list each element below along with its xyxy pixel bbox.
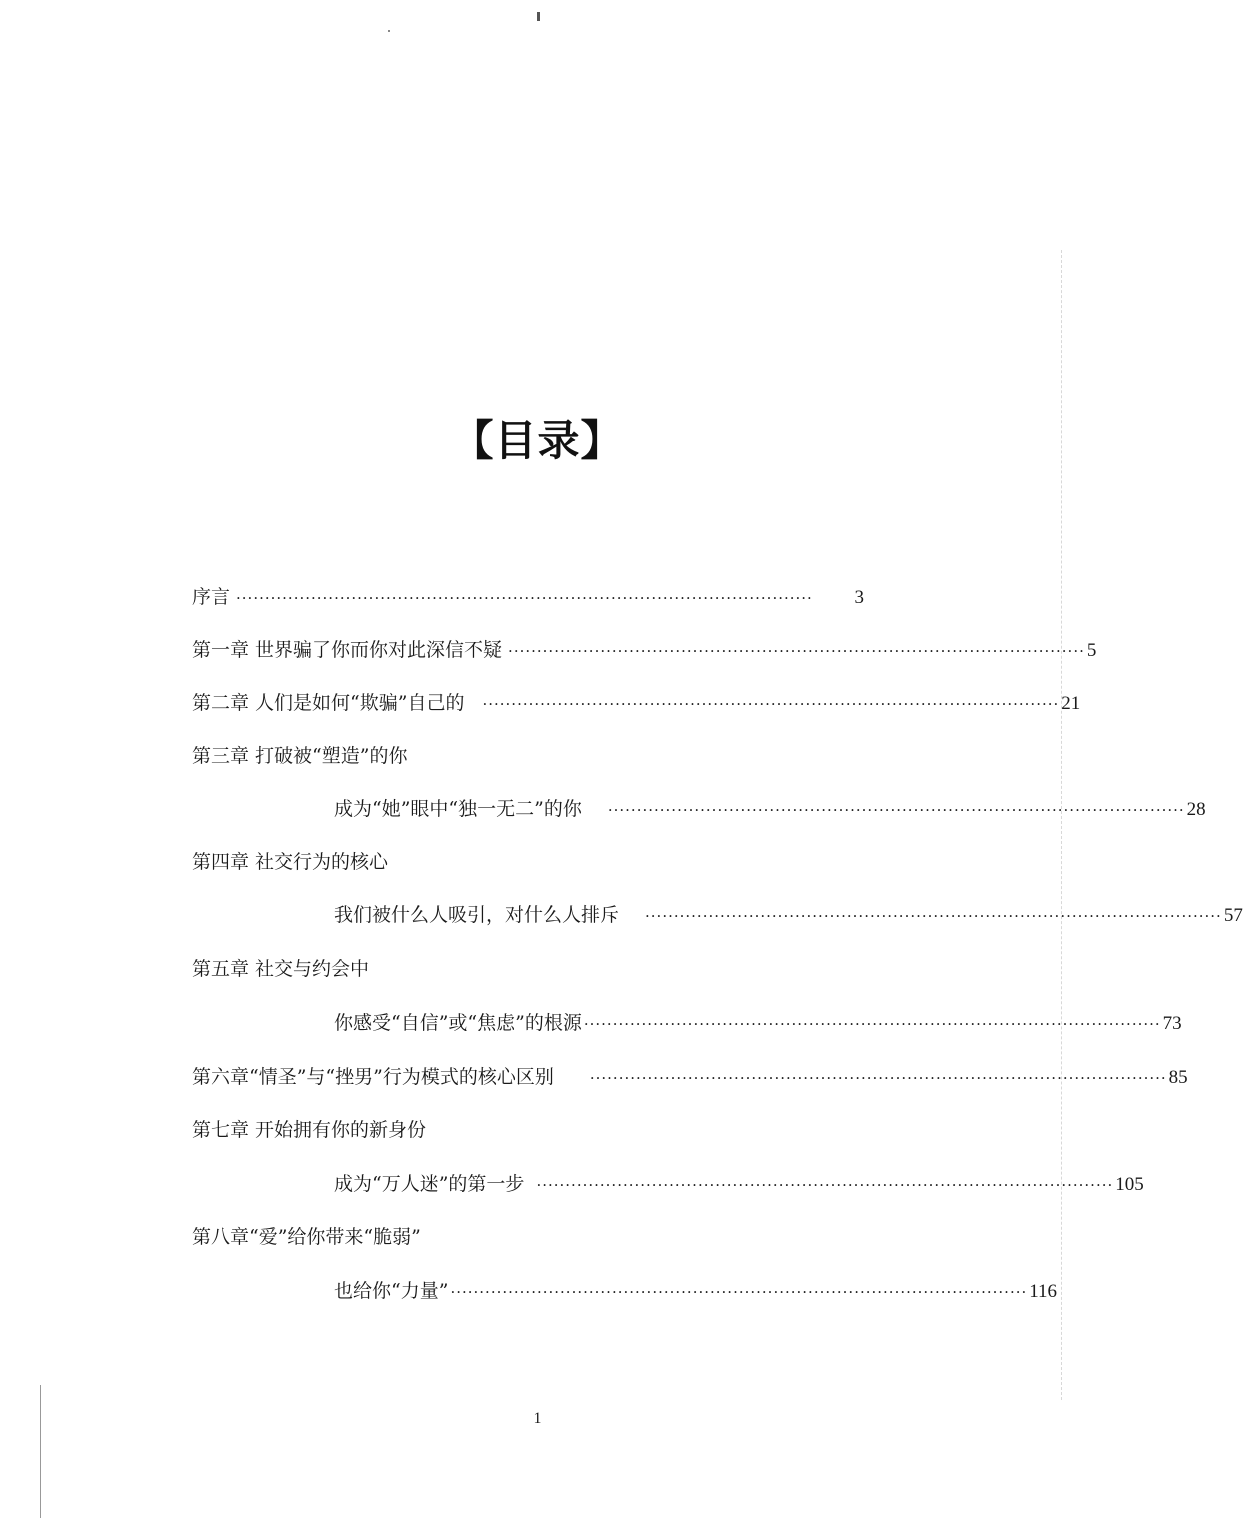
toc-entry-title: 序言 xyxy=(192,586,231,608)
toc-entry-title: 第八章“爱”给你带来“脆弱” xyxy=(192,1226,421,1248)
toc-leader-dots: ···································································································· xyxy=(583,1015,1161,1033)
toc-entry-title: 第五章 社交与约会中 xyxy=(192,958,370,980)
toc-entry-chapter-5-sub[interactable] xyxy=(334,1008,1182,1038)
toc-entry-page: 57 xyxy=(1223,905,1243,926)
toc-entry-page: 21 xyxy=(1061,693,1081,714)
toc-entry-page: 105 xyxy=(1115,1174,1144,1195)
toc-entry-chapter-8-sub[interactable] xyxy=(334,1276,1058,1306)
toc-entry-title: 第一章 世界骗了你而你对此深信不疑 xyxy=(192,639,503,661)
toc-entry-page: 3 xyxy=(854,587,864,608)
toc-entry-title: 第三章 打破被“塑造”的你 xyxy=(192,745,408,767)
toc-entry-page: 73 xyxy=(1162,1013,1182,1034)
toc-entry-page: 5 xyxy=(1086,640,1097,661)
toc-entry-title: 你感受“自信”或“焦虑”的根源 xyxy=(334,1012,582,1034)
toc-entry-title: 也给你“力量” xyxy=(334,1280,449,1302)
toc-leader-dots: ···································································································· xyxy=(536,1176,1114,1194)
toc-entry-title: 第七章 开始拥有你的新身份 xyxy=(192,1119,427,1141)
toc-entry-title: 成为“她”眼中“独一无二”的你 xyxy=(334,798,582,820)
toc-entry-title: 成为“万人迷”的第一步 xyxy=(334,1173,525,1195)
toc-entry-chapter-5[interactable] xyxy=(192,954,869,984)
toc-entry-page: 28 xyxy=(1186,799,1206,820)
page-title: 【目录】 xyxy=(451,416,624,465)
toc-leader-dots: ···································································································· xyxy=(645,907,1222,925)
toc-leader-dots: ···································································································· xyxy=(508,642,1085,660)
toc-entry-chapter-4[interactable] xyxy=(192,847,869,877)
toc-leader-dots: ···································································································· xyxy=(482,695,1060,713)
footer-page-number: 1 xyxy=(533,1410,542,1427)
toc-leader-dots: ···································································································· xyxy=(607,801,1185,819)
toc-leader-dots: ···································································································· xyxy=(450,1283,1028,1301)
toc-leader-dots: ···································································································· xyxy=(589,1069,1167,1087)
toc-entry-chapter-8[interactable] xyxy=(192,1222,864,1252)
toc-entry-chapter-3-sub[interactable] xyxy=(334,794,1206,824)
toc-entry-chapter-4-sub[interactable] xyxy=(334,900,1243,930)
toc-entry-chapter-3[interactable] xyxy=(192,741,869,771)
toc-leader-dots: ···································································································· xyxy=(236,589,813,607)
toc-entry-chapter-1[interactable] xyxy=(192,635,1097,665)
toc-entry-preface[interactable] xyxy=(192,582,864,612)
toc-entry-chapter-2[interactable] xyxy=(192,688,1081,718)
toc-entry-title: 第六章“情圣”与“挫男”行为模式的核心区别 xyxy=(192,1066,554,1088)
toc-entry-chapter-7[interactable] xyxy=(192,1115,864,1145)
toc-entry-page: 116 xyxy=(1029,1281,1058,1302)
toc-entry-chapter-7-sub[interactable] xyxy=(334,1169,1144,1199)
toc-entry-title: 我们被什么人吸引，对什么人排斥 xyxy=(334,904,620,926)
toc-entry-chapter-6[interactable] xyxy=(192,1062,1188,1092)
toc-entry-title: 第四章 社交行为的核心 xyxy=(192,851,389,873)
toc-entry-page: 85 xyxy=(1168,1067,1188,1088)
toc-entry-title: 第二章 人们是如何“欺骗”自己的 xyxy=(192,692,465,714)
